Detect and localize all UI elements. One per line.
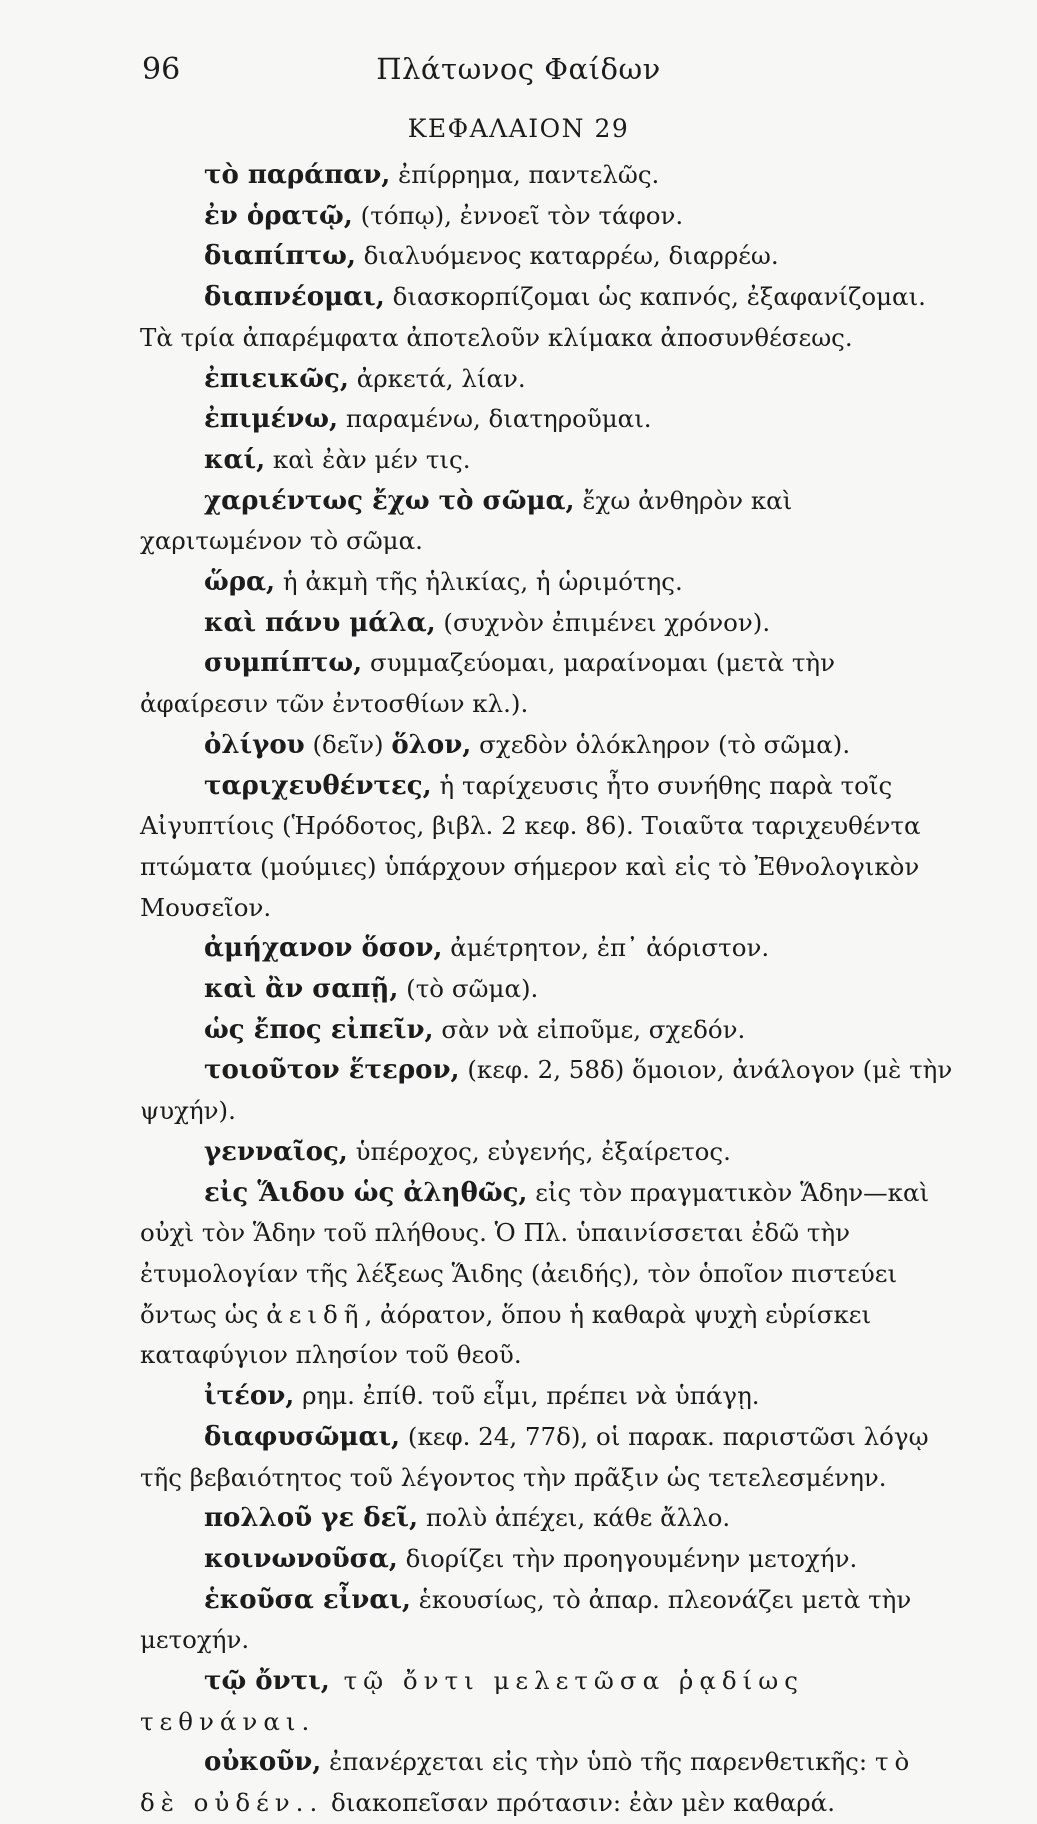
glossary-entry xyxy=(140,643,955,724)
entry-gloss: ἀμέτρητον, ἐπ᾿ ἀόριστον. xyxy=(442,933,770,963)
glossary-entry xyxy=(140,236,955,277)
glossary-entry xyxy=(140,1050,955,1131)
glossary-entry xyxy=(140,928,955,969)
entry-lemma: κοινωνοῦσα, xyxy=(204,1543,398,1574)
glossary xyxy=(140,155,955,1824)
page-number: 96 xyxy=(142,52,181,87)
entry-gloss: ἡ ταρίχευσις ἦτο συνήθης παρὰ τοῖς Αἰγυπτίοις (Ἡρόδοτος, βιβλ. 2 κεφ. 86). Τοιαῦτα ταριχευθέντα πτώματα (μούμιες) ὑπάρχουν σήμερον καὶ εἰς τὸ Ἐθνολογικὸν Μουσεῖον. xyxy=(140,770,921,922)
glossary-entry xyxy=(140,1010,955,1051)
entry-lemma: καί, xyxy=(204,444,266,475)
entry-spaced-text: τὸ δὲ οὐδέν.. xyxy=(140,1747,916,1818)
entry-gloss: ρημ. ἐπίθ. τοῦ εἶμι, πρέπει νὰ ὑπάγῃ. xyxy=(294,1381,760,1411)
entry-gloss: (τόπῳ), ἐννοεῖ τὸν τάφον. xyxy=(352,200,684,230)
glossary-entry xyxy=(140,1498,955,1539)
entry-lemma: ἐπιμένω, xyxy=(204,404,339,435)
glossary-entry xyxy=(140,1132,955,1173)
entry-gloss: παραμένω, διατηροῦμαι. xyxy=(338,404,652,434)
entry-lemma: ταριχευθέντες, xyxy=(204,770,432,801)
glossary-entry xyxy=(140,1376,955,1417)
glossary-entry xyxy=(140,1661,955,1742)
entry-lemma: διαφυσῶμαι, xyxy=(204,1421,401,1452)
entry-gloss: διορίζει τὴν προηγουμένην μετοχήν. xyxy=(397,1543,858,1573)
page-header xyxy=(0,52,1037,96)
entry-lemma: ἐπιεικῶς, xyxy=(204,363,349,394)
glossary-entry xyxy=(140,399,955,440)
entry-lemma: χαριέντως ἔχω τὸ σῶμα, xyxy=(204,485,575,516)
entry-gloss: ἑκουσίως, τὸ ἀπαρ. πλεονάζει μετὰ τὴν μετοχήν. xyxy=(140,1584,912,1655)
glossary-entry xyxy=(140,196,955,237)
entry-gloss: διαλυόμενος καταρρέω, διαρρέω. xyxy=(355,241,779,271)
entry-gloss: (δεῖν) xyxy=(304,729,392,759)
glossary-entry xyxy=(140,725,955,766)
entry-lemma: ὀλίγου xyxy=(204,729,305,760)
entry-lemma: συμπίπτω, xyxy=(204,648,363,679)
entry-lemma: διαπνέομαι, xyxy=(204,282,385,313)
entry-lemma: τὸ παράπαν, xyxy=(204,160,391,190)
entry-gloss: σχεδὸν ὁλόκληρον (τὸ σῶμα). xyxy=(471,729,851,759)
glossary-entry xyxy=(140,562,955,603)
glossary-entry xyxy=(140,440,955,481)
entry-lemma: ἐν ὁρατῷ, xyxy=(204,200,353,231)
glossary-entry xyxy=(140,1742,955,1823)
entry-gloss: εἰς τὸν πραγματικὸν Ἅδην—καὶ οὐχὶ τὸν Ἅδην τοῦ πλήθους. Ὁ Πλ. ὑπαινίσσεται ἐδῶ τὴν ἐτυμολογίαν τῆς λέξεως Ἅιδης (ἀειδής), τὸν ὁποῖον πιστεύει ὄντως ὡς xyxy=(140,1177,930,1329)
entry-gloss: ἔχω ἀνθηρὸν καὶ χαριτωμένον τὸ σῶμα. xyxy=(140,485,793,556)
chapter-title: ΚΕΦΑΛΑΙΟΝ 29 xyxy=(407,114,630,143)
entry-lemma: ἀμήχανον ὅσον, xyxy=(204,933,443,964)
entry-gloss: (κεφ. 24, 77δ), οἱ παρακ. παριστῶσι λόγῳ τῆς βεβαιότητος τοῦ λέγοντος τὴν πρᾶξιν ὡς τετελεσμένην. xyxy=(140,1421,929,1492)
glossary-entry xyxy=(140,1173,955,1377)
entry-gloss: ὑπέροχος, εὐγενής, ἐξαίρετος. xyxy=(347,1136,731,1166)
entry-lemma: πολλοῦ γε δεῖ, xyxy=(204,1503,419,1534)
entry-gloss: ἐπίρρημα, παντελῶς. xyxy=(390,160,660,189)
entry-lemma: γενναῖος, xyxy=(204,1136,348,1167)
glossary-entry xyxy=(140,1417,955,1498)
entry-gloss: καὶ ἐὰν μέν τις. xyxy=(265,444,471,474)
entry-lemma: διαπίπτω, xyxy=(204,241,356,272)
glossary-entry xyxy=(140,969,955,1010)
entry-lemma: ἰτέον, xyxy=(204,1381,295,1412)
glossary-entry xyxy=(140,359,955,400)
entry-gloss: πολὺ ἀπέχει, κάθε ἄλλο. xyxy=(418,1503,731,1533)
entry-lemma: τῷ ὄντι, xyxy=(204,1666,330,1697)
entry-gloss: σὰν νὰ εἰποῦμε, σχεδόν. xyxy=(433,1014,746,1044)
entry-lemma: τοιοῦτον ἕτερον, xyxy=(204,1055,460,1086)
entry-lemma: εἰς Ἅιδου ὡς ἀληθῶς, xyxy=(204,1177,528,1208)
entry-gloss: ἐπανέρχεται εἰς τὴν ὑπὸ τῆς παρενθετικῆς: xyxy=(321,1747,875,1777)
entry-gloss: διακοπεῖσαν πρότασιν: ἐὰν μὲν καθαρά. xyxy=(323,1788,835,1818)
entry-spaced-text: ἀειδῆ xyxy=(266,1299,365,1329)
entry-gloss: (τὸ σῶμα). xyxy=(398,974,539,1004)
glossary-entry xyxy=(140,766,955,929)
running-title: Πλάτωνος Φαίδων xyxy=(376,52,661,86)
glossary-entry xyxy=(140,155,955,196)
entry-gloss: (συχνὸν ἐπιμένει χρόνον). xyxy=(435,607,771,637)
entry-lemma: ἑκοῦσα εἶναι, xyxy=(204,1584,411,1615)
entry-lemma: ὥρα, xyxy=(204,567,276,598)
entry-lemma: οὐκοῦν, xyxy=(204,1747,322,1778)
glossary-entry xyxy=(140,277,955,358)
entry-lemma: καὶ πάνυ μάλα, xyxy=(204,607,436,638)
glossary-entry xyxy=(140,1580,955,1661)
entry-lemma: ὡς ἔπος εἰπεῖν, xyxy=(204,1014,434,1045)
entry-gloss: , ἀόρατον, ὅπου ἡ καθαρὰ ψυχὴ εὑρίσκει καταφύγιον πλησίον τοῦ θεοῦ. xyxy=(140,1299,872,1370)
entry-lemma: ὅλον, xyxy=(391,729,472,760)
entry-spaced-text: τῷ ὄντι μελετῶσα ῥᾳδίως τεθνάναι. xyxy=(140,1666,804,1736)
glossary-entry xyxy=(140,1539,955,1580)
glossary-entry xyxy=(140,481,955,562)
entry-gloss: συμμαζεύομαι, μαραίνομαι (μετὰ τὴν ἀφαίρεσιν τῶν ἐντοσθίων κλ.). xyxy=(140,648,835,719)
glossary-entry xyxy=(140,603,955,644)
entry-gloss: ἀρκετά, λίαν. xyxy=(348,363,526,393)
entry-gloss: διασκορπίζομαι ὡς καπνός, ἐξαφανίζομαι. Τὰ τρία ἀπαρέμφατα ἀποτελοῦν κλίμακα ἀποσυνθέσεως. xyxy=(140,282,926,352)
entry-gloss: ἡ ἀκμὴ τῆς ἡλικίας, ἡ ὡριμότης. xyxy=(275,567,683,597)
entry-gloss: (κεφ. 2, 58δ) ὅμοιον, ἀνάλογον (μὲ τὴν ψυχήν). xyxy=(140,1055,953,1126)
entry-lemma: καὶ ἂν σαπῇ, xyxy=(204,974,399,1005)
